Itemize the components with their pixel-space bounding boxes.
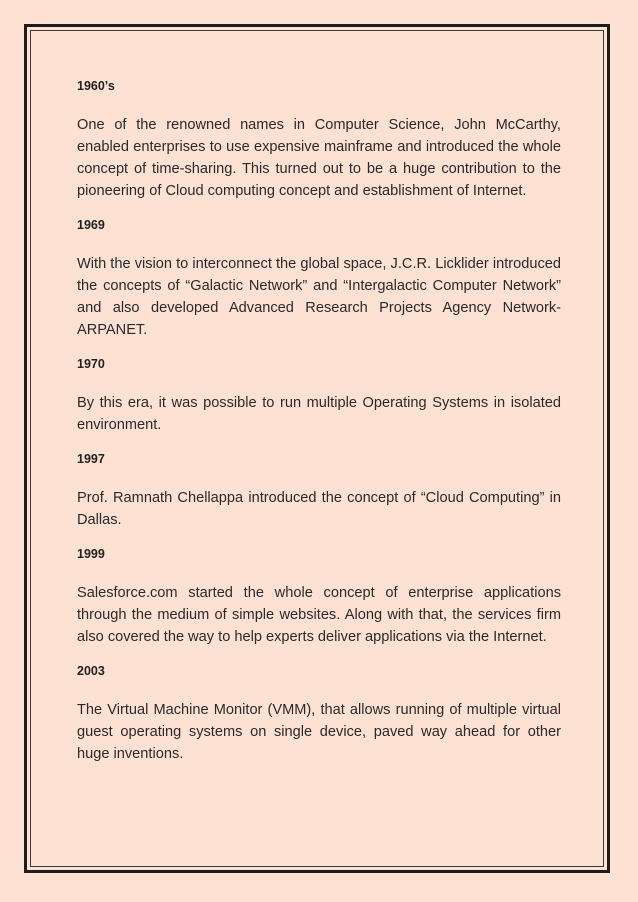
year-heading: 1960’s [77, 79, 115, 93]
timeline-entry-1999 [77, 546, 561, 648]
year-heading: 2003 [77, 664, 105, 678]
timeline-entry-1997 [77, 451, 561, 531]
timeline-entry-1960s [77, 78, 561, 202]
entry-paragraph: Salesforce.com started the whole concept of enterprise applications through the medium of simple websites. Along with that, the services firm also covered the way to help experts deliver applications via the Internet. [77, 585, 561, 645]
timeline-content [77, 78, 561, 765]
timeline-entry-1970 [77, 356, 561, 436]
year-heading: 1969 [77, 218, 105, 232]
entry-paragraph: By this era, it was possible to run multiple Operating Systems in isolated environment. [77, 395, 561, 433]
entry-paragraph: Prof. Ramnath Chellappa introduced the concept of “Cloud Computing” in Dallas. [77, 490, 561, 528]
year-heading: 1997 [77, 452, 105, 466]
year-heading: 1999 [77, 547, 105, 561]
timeline-entry-1969 [77, 217, 561, 341]
entry-paragraph: One of the renowned names in Computer Science, John McCarthy, enabled enterprises to use expensive mainframe and introduced the whole concept of time-sharing. This turned out to be a huge contribution to the pioneering of Cloud computing concept and establishment of Internet. [77, 117, 561, 199]
entry-paragraph: The Virtual Machine Monitor (VMM), that allows running of multiple virtual guest operating systems on single device, paved way ahead for other huge inventions. [77, 702, 561, 762]
timeline-entry-2003 [77, 663, 561, 765]
year-heading: 1970 [77, 357, 105, 371]
entry-paragraph: With the vision to interconnect the global space, J.C.R. Licklider introduced the concepts of “Galactic Network” and “Intergalactic Computer Network” and also developed Advanced Research Projects Agency Network-ARPANET. [77, 256, 561, 338]
